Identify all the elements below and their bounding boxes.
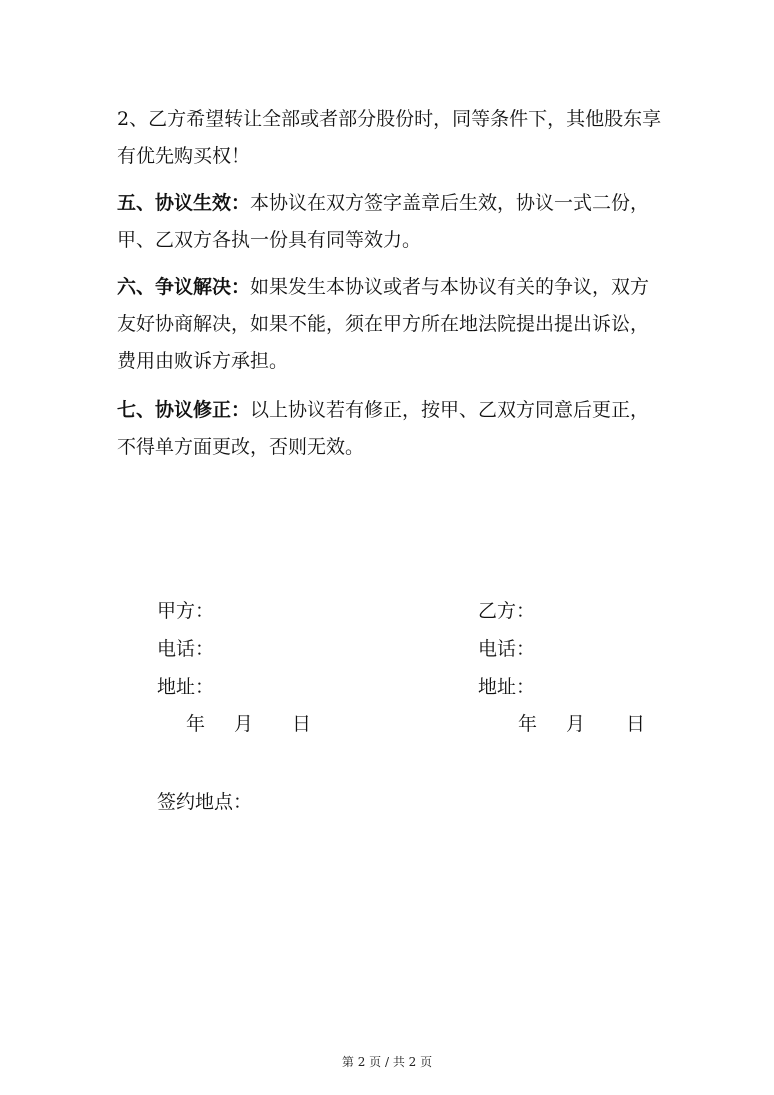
- party-a-phone-label: 电话：: [157, 638, 215, 660]
- clause-5: [117, 185, 662, 259]
- party-b-date-year: 年: [518, 713, 538, 735]
- party-b-name-label: 乙方：: [478, 600, 536, 622]
- page-footer: [0, 1053, 774, 1070]
- clause-7-text: 以上协议若有修正，按甲、乙双方同意后更正，不得单方面更改，否则无效。: [117, 399, 650, 458]
- clause-5-heading: 五、协议生效：: [117, 192, 251, 214]
- clause-6-text: 如果发生本协议或者与本协议有关的争议，双方友好协商解决，如果不能，须在甲方所在地法院提出提出诉讼，费用由败诉方承担。: [117, 276, 650, 372]
- party-a-date-year: 年: [186, 713, 206, 735]
- party-a-name-label: 甲方：: [157, 600, 215, 622]
- signing-location-label: 签约地点：: [157, 791, 253, 813]
- party-a-address-label: 地址：: [157, 676, 215, 698]
- clause-5-text: 本协议在双方签字盖章后生效，协议一式二份，甲、乙双方各执一份具有同等效力。: [117, 192, 650, 251]
- clause-4-item-2-text: 2、乙方希望转让全部或者部分股份时，同等条件下，其他股东享有优先购买权！: [117, 108, 662, 167]
- clause-7-heading: 七、协议修正：: [117, 399, 251, 421]
- party-b-date-day: 日: [626, 713, 646, 735]
- party-b-phone-label: 电话：: [478, 638, 536, 660]
- party-b-address-label: 地址：: [478, 676, 536, 698]
- party-b-date-month: 月: [566, 713, 586, 735]
- party-a-date-day: 日: [292, 713, 312, 735]
- clause-6: [117, 269, 662, 380]
- clause-7: [117, 392, 662, 466]
- party-a-date-month: 月: [234, 713, 254, 735]
- clause-6-heading: 六、争议解决：: [117, 276, 251, 298]
- clause-4-item-2: [117, 101, 662, 175]
- page-indicator: 第 2 页 / 共 2 页: [341, 1055, 433, 1069]
